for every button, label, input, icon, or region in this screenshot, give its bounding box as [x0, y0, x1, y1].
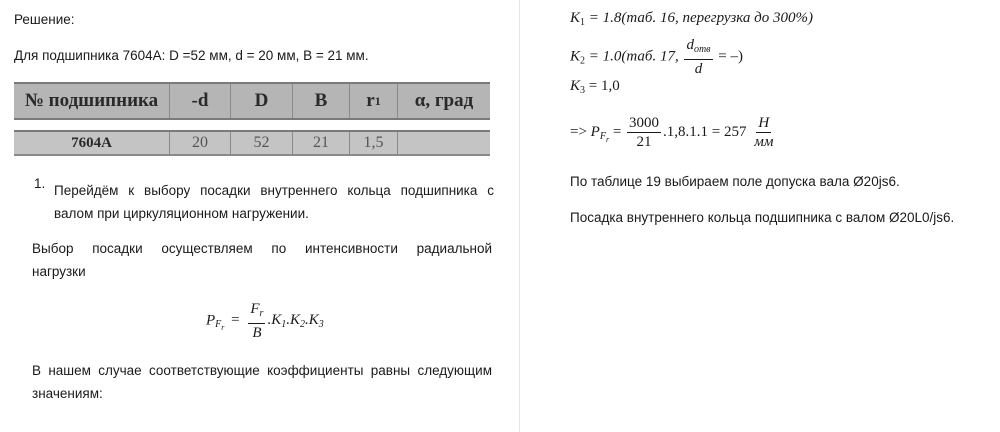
- k2-fraction: $\frac{d_{отв}}{d}$: [686, 37, 711, 77]
- k2-coefficient: $K_2 = 1.0(таб$. 17, $\frac{d_{отв}}{d}$ = –): [570, 37, 743, 77]
- fit-result-line: Посадка внутреннего кольца подшипника с валом Ø20L0/js6.: [570, 210, 955, 225]
- formula-fraction: $\frac{F_r}{B}$: [250, 301, 264, 341]
- list-item-line2: валом при циркуляционном нагружении.: [54, 206, 309, 221]
- result-fraction: $\frac{3000}{21}$: [629, 115, 660, 150]
- right-column: [570, 0, 990, 432]
- result-unit-fraction: $\frac{Н}{мм}$: [754, 115, 774, 150]
- header-d-outer: D: [231, 84, 293, 118]
- cell-d-inner: 20: [170, 132, 231, 154]
- cell-alpha: [398, 132, 490, 154]
- paragraph-coefficients-line1: В нашем случае соответствующие коэффициенты равны следующим: [32, 363, 492, 378]
- list-number: 1.: [34, 176, 46, 191]
- bearing-dimensions-line: Для подшипника 7604А: D =52 мм, d = 20 мм, B = 21 мм.: [14, 48, 369, 63]
- solution-heading: Решение:: [14, 12, 75, 27]
- left-column: [14, 0, 504, 432]
- header-r1: r 1: [350, 84, 398, 118]
- cell-d-outer: 52: [231, 132, 293, 154]
- radial-load-formula: $P_{F_r}$ = $\frac{F_r}{B}$ $.K_1.K_2.K_3$: [206, 301, 324, 341]
- list-item-line1: Перейдём к выбору посадки внутреннего кольца подшипника с: [54, 183, 494, 198]
- cell-r1: 1,5: [350, 132, 398, 154]
- header-alpha: α, град: [414, 90, 474, 111]
- header-d-inner: -d: [170, 84, 231, 118]
- cell-b-width: 21: [293, 132, 350, 154]
- column-divider: [519, 0, 520, 432]
- bearing-table-row: [14, 130, 490, 156]
- paragraph-load-intensity-line1: Выбор посадки осуществляем по интенсивности радиальной: [32, 241, 492, 256]
- cell-bearing-number: 7604А: [14, 132, 170, 154]
- k3-coefficient: $K_3 = 1,0$: [570, 78, 620, 96]
- load-intensity-result: => $P_{F_r}$ = $\frac{3000}{21}$ .1,8.1.1 = 257 $\frac{Н}{мм}$: [570, 115, 774, 150]
- header-b-width: B: [293, 84, 350, 118]
- k1-coefficient: $K_1 = 1.8(таб$. 16, перегрузка до 300%): [570, 10, 813, 28]
- paragraph-load-intensity-line2: нагрузки: [32, 264, 86, 279]
- tolerance-field-line: По таблице 19 выбираем поле допуска вала Ø20js6.: [570, 174, 900, 189]
- bearing-table-header: [14, 82, 490, 120]
- header-bearing-number: № подшипника: [14, 84, 170, 118]
- paragraph-coefficients-line2: значениям:: [32, 386, 103, 401]
